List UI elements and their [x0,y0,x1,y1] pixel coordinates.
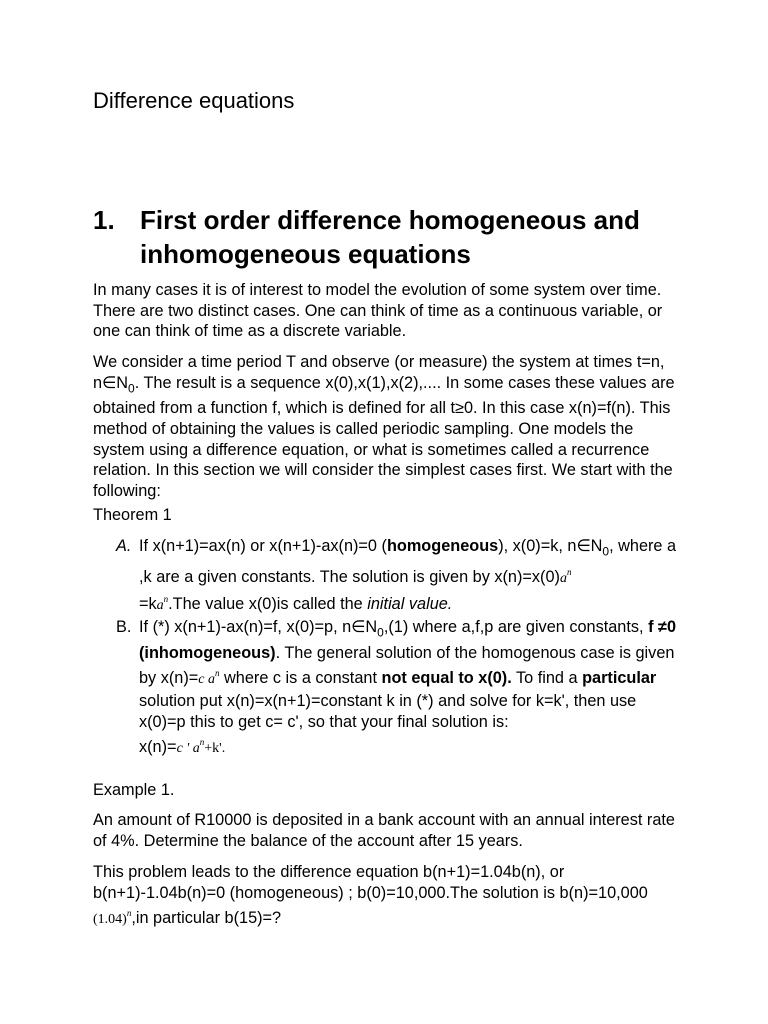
theorem-list [93,536,683,760]
math-a-power-n: $a^n$ [559,566,572,586]
theorem-item-a: A. If x(n+1)=ax(n) or x(n+1)-ax(n)=0 (homogeneous), x(0)=k, $n\in N_0$, where a ,k are a given constants. The solution is given by $x(n)=x(0)a^n$ $=ka^n.The$ value x(0)is called the initial value. [116,537,677,614]
example-label: Example 1. [93,781,175,799]
theorem-label: Theorem 1 [93,506,172,524]
document-title: Difference equations [93,88,295,113]
item-marker-b: B. [116,618,132,637]
section-number: 1. [93,205,115,235]
section-heading [93,203,693,271]
intro-paragraph-2: We consider a time period T and observe (or measure) the system at times t=n, $n\in N_0$. The result is a sequence x(0),x(1),x(2),.... In some cases these values are obtained from a function f, which is defined for all t≥0. In this case x(n)=f(n). This method of obtaining the values is called periodic sampling. One models the system using a difference equation, or what is sometimes called a recurrence relation. In this section we will consider the simplest cases first. We start with the following: [93,353,675,500]
example-paragraph-2: This problem leads to the difference equation b(n+1)=1.04b(n), or b(n+1)-1.04b(n)=0 (homogeneous) ; b(0)=10,000.The solution is b(n)=10,000 $(1.04)^n,in$ particular b(15)=? [93,863,648,928]
item-marker-a: A. [116,537,132,555]
theorem-item-b: B. If (*) x(n+1)-ax(n)=f, x(0)=p, $n\in N_0,(1)$ where a,f,p are given constants, f ≠0 (inhomogeneous). The general solution of the homogenous case is given by x(n)=c $a^n$ where c is a constant not equal to x(0). To find a particular solution put x(n)=x(n+1)=constant k in (*) and solve for k=k', then use x(0)=p this to get c= c', so that your final solution is: x(n)=c ' $a^n+k'$. [116,618,677,757]
math-c-a-power-n: c $a^n$ [198,668,220,688]
math-1-04-power-n: $(1.04)^n$ [93,908,132,928]
section-title: First order difference homogeneous and inhomogeneous equations [140,205,640,269]
intro-paragraph-1: In many cases it is of interest to model the evolution of some system over time. There are two distinct cases. One can think of time as a continuous variable, or one can think of time as a discrete variable. [93,281,663,341]
example-paragraph-1: An amount of R10000 is deposited in a bank account with an annual interest rate of 4%. Determine the balance of the account after 15 years. [93,811,675,850]
math-a-power-n-2: $a^n$ [156,594,169,614]
math-final-solution: c ' $a^n+k'$. [176,737,226,757]
